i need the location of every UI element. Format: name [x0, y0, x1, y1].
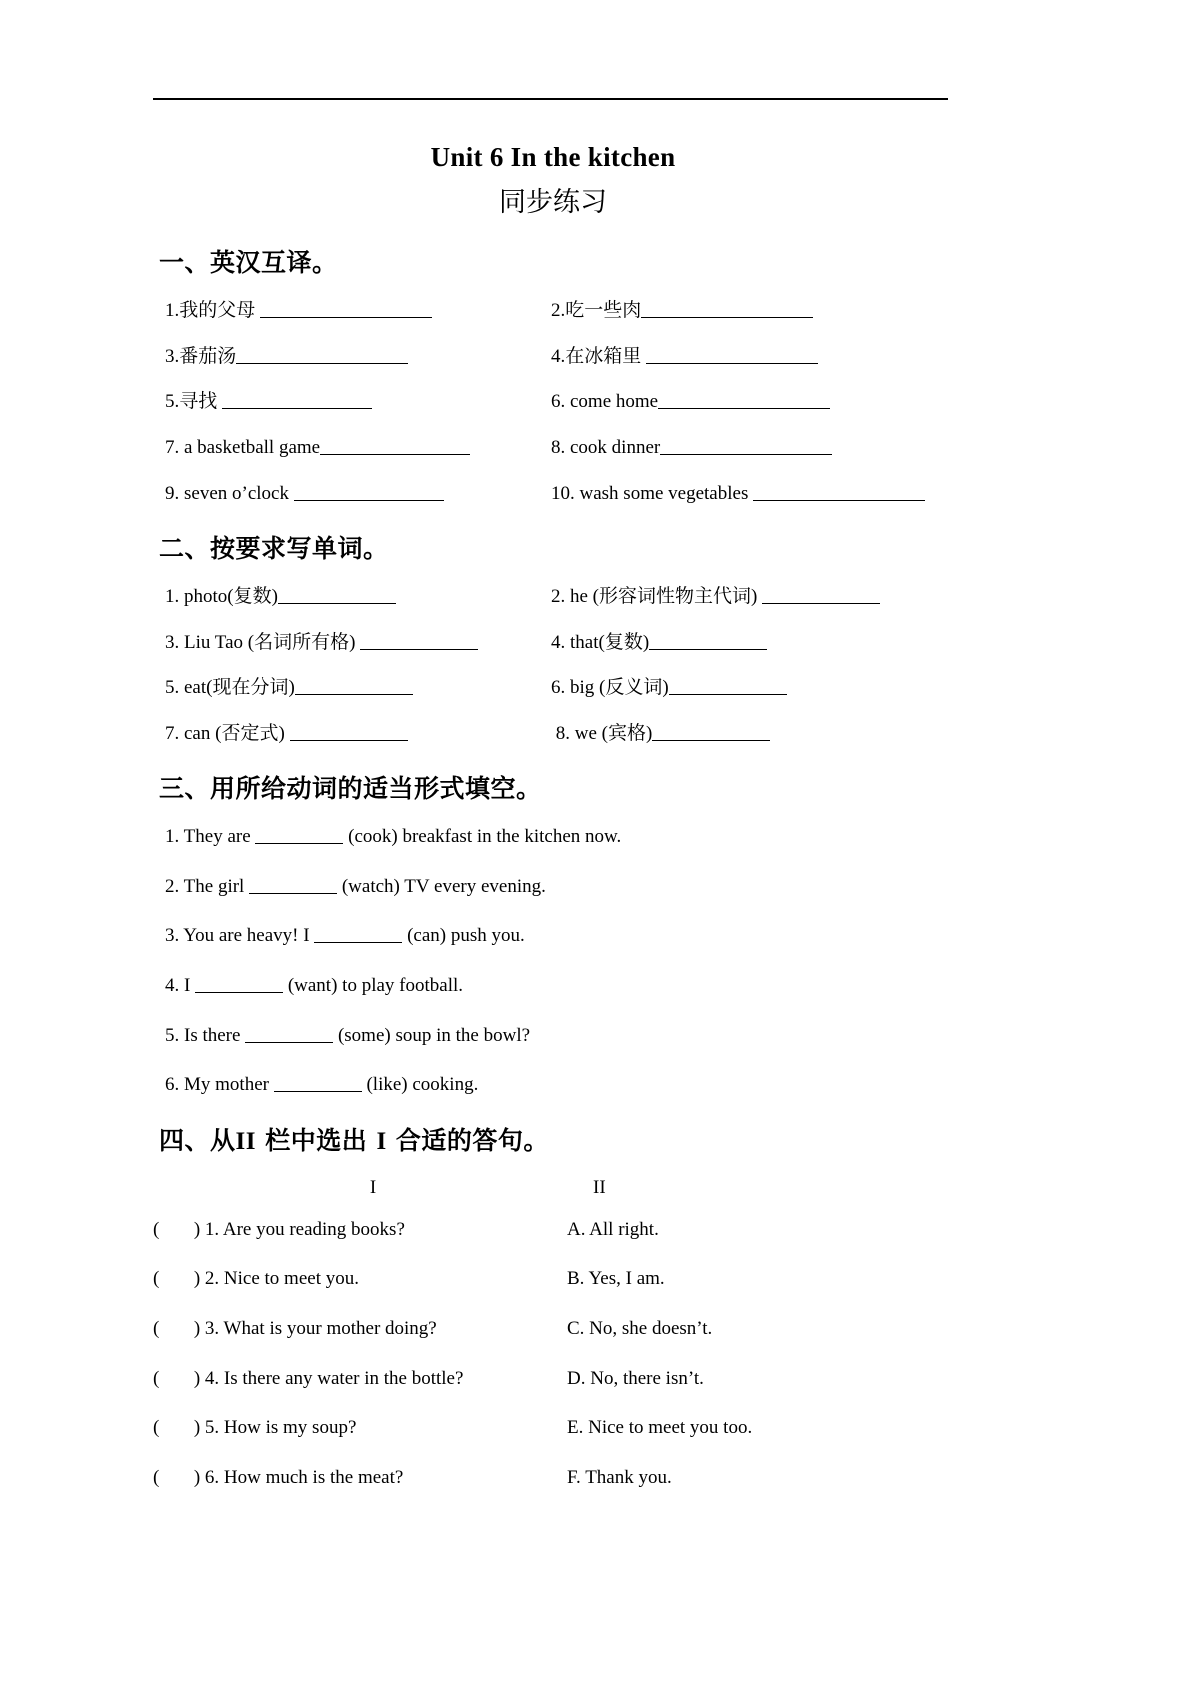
translation-row: [153, 344, 953, 370]
sentence-after: (some) soup in the bowl?: [337, 1024, 531, 1046]
section-heading-4: [159, 1124, 953, 1159]
item-label: 5.寻找: [165, 391, 218, 413]
translation-row: [153, 435, 953, 461]
match-option: C. No, she doesn’t.: [567, 1318, 713, 1340]
verb-fill-item: [165, 973, 953, 999]
translation-item: [533, 389, 953, 415]
question-text: ) 2. Nice to meet you.: [193, 1268, 359, 1290]
answer-blank[interactable]: [360, 630, 478, 650]
answer-bracket[interactable]: [153, 1318, 194, 1339]
match-option: D. No, there isn’t.: [567, 1367, 704, 1389]
answer-blank[interactable]: [195, 973, 283, 993]
section-heading-3: 三、用所给动词的适当形式填空。: [159, 774, 542, 804]
item-label: 10. wash some vegetables: [551, 482, 749, 504]
page-title: Unit 6 In the kitchen: [430, 142, 676, 172]
item-label: 6. big (反义词): [551, 677, 669, 699]
match-row: [153, 1465, 953, 1491]
open-paren: (: [153, 1318, 160, 1340]
item-label: 2.吃一些肉: [551, 299, 642, 321]
sentence-after: (watch) TV every evening.: [341, 875, 546, 897]
answer-bracket[interactable]: [153, 1467, 194, 1488]
match-question: [153, 1415, 553, 1441]
translation-row: [153, 481, 953, 507]
word-form-item: [533, 630, 953, 656]
answer-blank[interactable]: [314, 923, 402, 943]
answer-blank[interactable]: [294, 481, 444, 501]
match-option: F. Thank you.: [567, 1467, 672, 1488]
heading-part-1: 四、从: [159, 1126, 236, 1156]
column-header-left: I: [369, 1176, 377, 1198]
translation-item: [533, 435, 953, 461]
match-row: [153, 1316, 953, 1342]
answer-blank[interactable]: [652, 721, 770, 741]
translation-item: [533, 344, 953, 370]
page-subtitle: 同步练习: [499, 187, 607, 219]
answer-blank[interactable]: [641, 298, 813, 318]
translation-item: [533, 481, 953, 507]
match-option: A. All right.: [567, 1218, 659, 1240]
heading-part-2: 栏中选出: [265, 1126, 368, 1156]
translation-row: [153, 389, 953, 415]
answer-blank[interactable]: [255, 824, 343, 844]
question-text: ) 4. Is there any water in the bottle?: [193, 1367, 464, 1389]
roman-numeral-one: I: [376, 1128, 387, 1156]
question-text: ) 3. What is your mother doing?: [193, 1318, 437, 1340]
answer-blank[interactable]: [236, 344, 408, 364]
section-heading-2: 二、按要求写单词。: [159, 534, 389, 564]
sentence-before: 4. I: [165, 975, 191, 997]
sentence-before: 3. You are heavy! I: [165, 925, 310, 947]
translation-item: [153, 435, 533, 461]
match-question: [153, 1316, 553, 1342]
roman-numeral-two: II: [235, 1128, 256, 1156]
match-option: B. Yes, I am.: [567, 1268, 665, 1290]
word-form-item: [153, 630, 533, 656]
item-label: 1.我的父母: [165, 299, 256, 321]
answer-blank[interactable]: [222, 389, 372, 409]
answer-blank[interactable]: [669, 675, 787, 695]
translation-item: [533, 298, 953, 324]
answer-blank[interactable]: [753, 481, 925, 501]
word-form-row: [153, 675, 953, 701]
word-form-row: [153, 584, 953, 610]
item-label: 4.在冰箱里: [551, 345, 642, 367]
word-form-item: [533, 675, 953, 701]
verb-fill-item: [165, 824, 953, 850]
answer-blank[interactable]: [658, 389, 830, 409]
open-paren: (: [153, 1268, 160, 1290]
sentence-before: 1. They are: [165, 826, 251, 848]
item-label: 4. that(复数): [551, 631, 650, 653]
sentence-before: 6. My mother: [165, 1074, 269, 1096]
answer-bracket[interactable]: [153, 1368, 194, 1389]
open-paren: (: [153, 1467, 160, 1488]
answer-blank[interactable]: [295, 675, 413, 695]
word-form-row: [153, 721, 953, 747]
item-label: 8. cook dinner: [551, 436, 661, 458]
match-question: [153, 1366, 553, 1392]
match-row: [153, 1217, 953, 1243]
item-label: 7. can (否定式): [165, 722, 285, 744]
word-form-item: [533, 721, 953, 747]
answer-blank[interactable]: [649, 630, 767, 650]
translation-item: [153, 389, 533, 415]
answer-blank[interactable]: [660, 435, 832, 455]
item-label: 8. we (宾格): [555, 722, 653, 744]
question-text: ) 6. How much is the meat?: [193, 1467, 404, 1488]
document-content: [153, 140, 953, 1515]
sentence-after: (cook) breakfast in the kitchen now.: [348, 826, 622, 848]
answer-blank[interactable]: [278, 584, 396, 604]
item-label: 7. a basketball game: [165, 436, 321, 458]
answer-blank[interactable]: [260, 298, 432, 318]
answer-blank[interactable]: [249, 874, 337, 894]
match-row: [153, 1415, 953, 1441]
verb-fill-item: [165, 874, 953, 900]
answer-blank[interactable]: [290, 721, 408, 741]
match-row: [153, 1266, 953, 1292]
translation-item: [153, 481, 533, 507]
item-label: 5. eat(现在分词): [165, 677, 295, 699]
item-label: 3. Liu Tao (名词所有格): [165, 631, 356, 653]
header-divider: [153, 98, 948, 100]
section-heading-1: 一、英汉互译。: [159, 248, 338, 278]
answer-blank[interactable]: [646, 344, 818, 364]
translation-row: [153, 298, 953, 324]
match-question: [153, 1217, 553, 1243]
item-label: 1. photo(复数): [165, 585, 278, 607]
match-question: [153, 1465, 553, 1491]
answer-blank[interactable]: [245, 1023, 333, 1043]
word-form-row: [153, 630, 953, 656]
open-paren: (: [153, 1367, 160, 1389]
verb-fill-item: [165, 1072, 953, 1098]
answer-bracket[interactable]: [153, 1219, 194, 1240]
translation-item: [153, 344, 533, 370]
sentence-after: (can) push you.: [407, 925, 525, 947]
open-paren: (: [153, 1417, 160, 1439]
translation-item: [153, 298, 533, 324]
answer-blank[interactable]: [762, 584, 880, 604]
verb-fill-item: [165, 1023, 953, 1049]
match-row: [153, 1366, 953, 1392]
answer-bracket[interactable]: [153, 1268, 194, 1289]
question-text: ) 1. Are you reading books?: [193, 1218, 405, 1240]
question-text: ) 5. How is my soup?: [193, 1417, 357, 1439]
word-form-item: [153, 584, 533, 610]
answer-blank[interactable]: [274, 1072, 362, 1092]
sentence-after: (like) cooking.: [366, 1074, 479, 1096]
match-question: [153, 1266, 553, 1292]
column-header-right: II: [593, 1176, 606, 1198]
heading-part-3: 合适的答句。: [395, 1126, 549, 1156]
open-paren: (: [153, 1218, 160, 1240]
match-option: E. Nice to meet you too.: [567, 1417, 753, 1439]
word-form-item: [153, 675, 533, 701]
item-label: 6. come home: [551, 391, 659, 413]
answer-bracket[interactable]: [153, 1417, 194, 1438]
item-label: 3.番茄汤: [165, 345, 237, 367]
answer-blank[interactable]: [320, 435, 470, 455]
word-form-item: [533, 584, 953, 610]
word-form-item: [153, 721, 533, 747]
sentence-after: (want) to play football.: [287, 975, 464, 997]
sentence-before: 2. The girl: [165, 875, 245, 897]
sentence-before: 5. Is there: [165, 1024, 241, 1046]
item-label: 2. he (形容词性物主代词): [551, 585, 758, 607]
item-label: 9. seven o’clock: [165, 482, 289, 504]
match-column-headers: [153, 1177, 953, 1199]
verb-fill-item: [165, 923, 953, 949]
